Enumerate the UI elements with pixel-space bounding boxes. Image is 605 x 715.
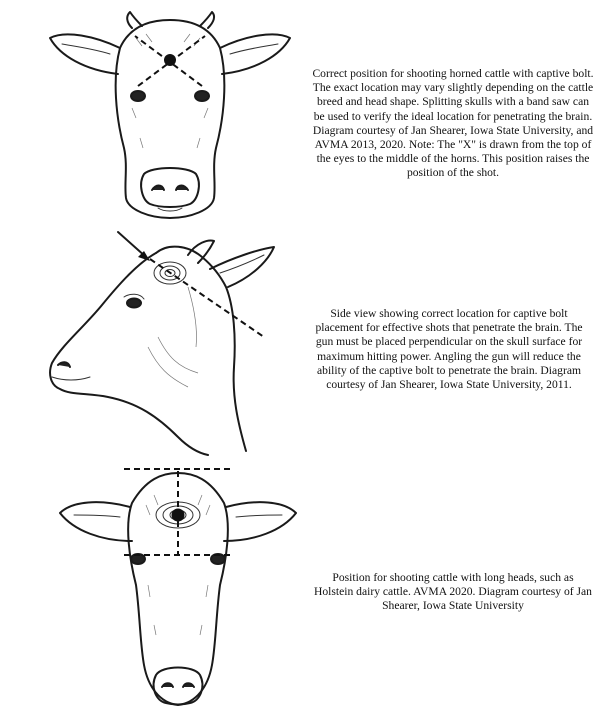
target-point-icon (172, 509, 185, 522)
target-point-icon (164, 54, 176, 66)
long-head-front-illustration (50, 465, 310, 713)
figure-caption-side-view: Side view showing correct location for captive bolt placement for effective shots that penetrate the brain. The gun must be placed perpendicular on the skull surface for maximum hitting power. Angling the gun will reduce the ability of the captive bolt to penetrate the brain. Diagram courtesy of Jan Shearer, Iowa State University, 2011. (315, 307, 583, 392)
side-view-illustration (38, 227, 278, 459)
figure-horned-cattle (0, 0, 605, 225)
figure-caption-horned-cattle: Correct position for shooting horned cattle with captive bolt. The exact location may vary slightly depending on the cattle breed and head shape. Splitting skulls with a band saw can be used to verify the ideal location for penetrating the brain. Diagram courtesy of Jan Shearer, Iowa State University, and AVMA 2013, 2020. Note: The "X" is drawn from the top of the eyes to the middle of the horns. This position raises the position of the shot. (312, 67, 594, 180)
figure-caption-long-head: Position for shooting cattle with long heads, such as Holstein dairy cattle. AVMA 2020. Diagram courtesy of Jan Shearer, Iowa State University (314, 571, 592, 613)
figure-side-view (0, 225, 605, 465)
figure-long-head (0, 465, 605, 715)
horned-cattle-front-illustration (40, 8, 300, 223)
